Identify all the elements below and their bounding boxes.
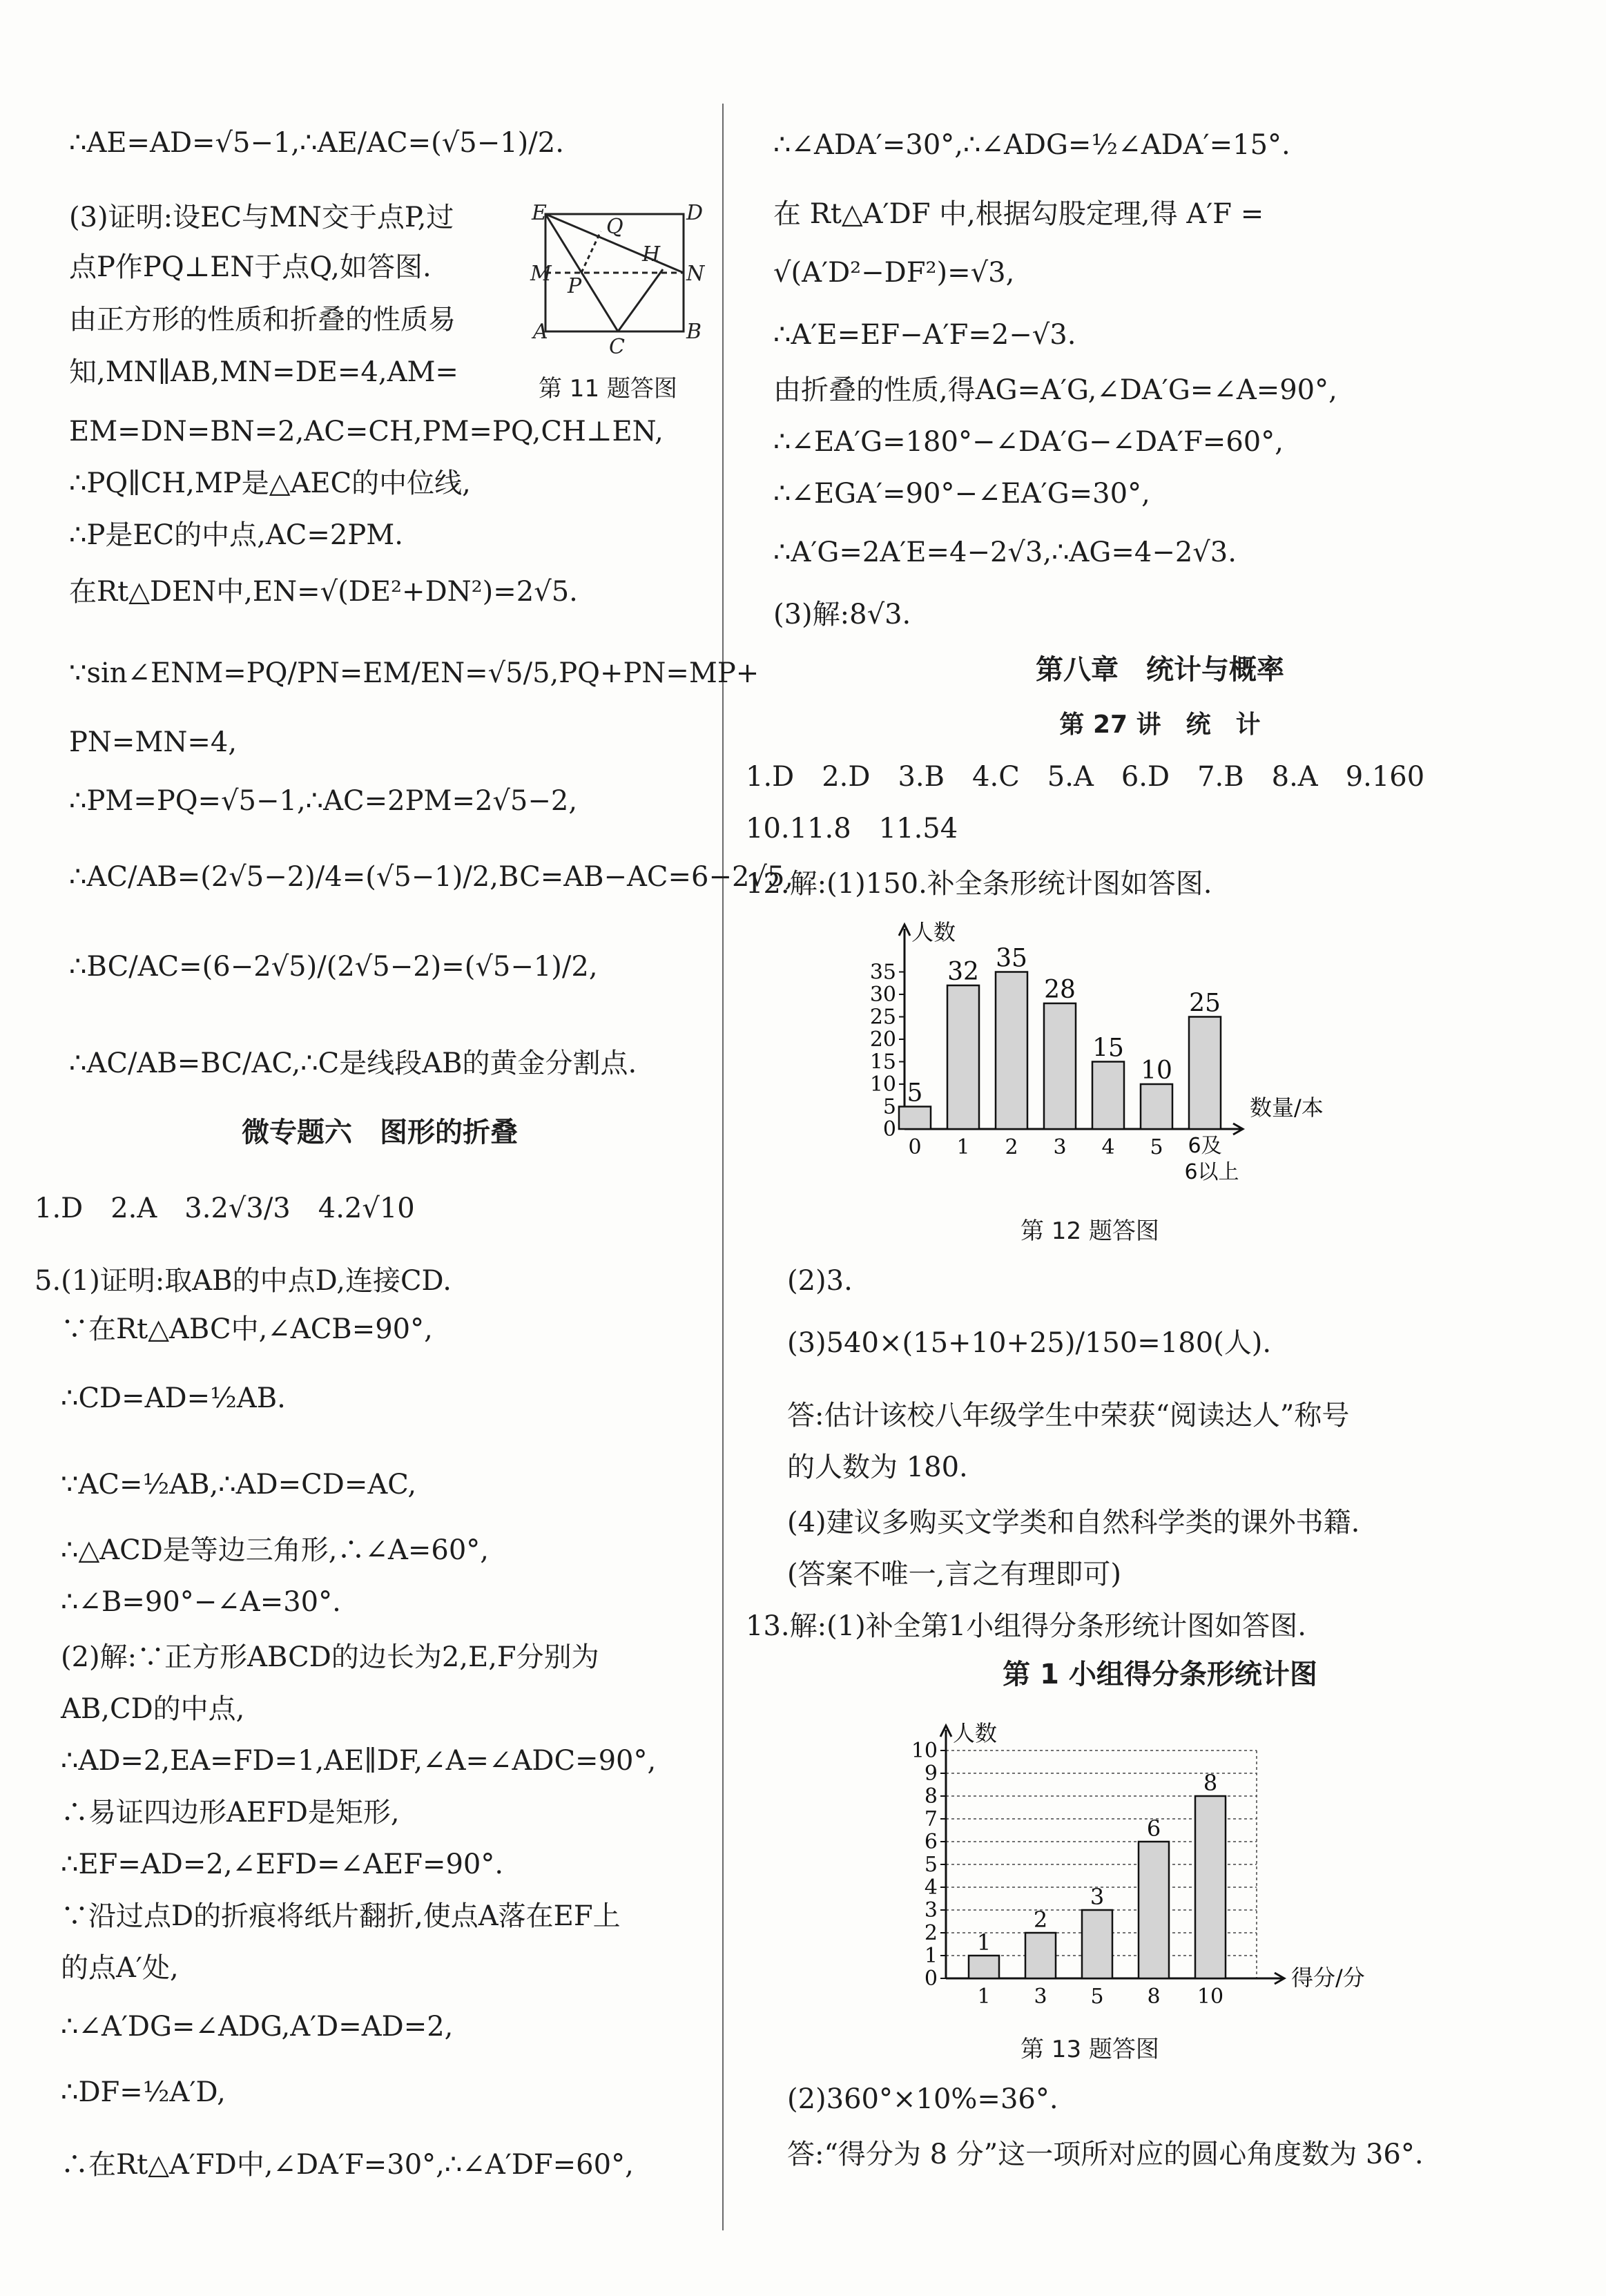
- q5-line7: (2)解:∵正方形ABCD的边长为2,E,F分别为: [61, 1641, 599, 1673]
- bar-0: [899, 1107, 931, 1130]
- answers-1-9: 1.D 2.D 3.B 4.C 5.A 6.D 7.B 8.A 9.160: [746, 761, 1425, 793]
- bar-2: [996, 972, 1027, 1130]
- x-tick-label-6-b: 6以上: [1184, 1160, 1239, 1184]
- bar-value-label-1: 32: [947, 958, 979, 986]
- proof-3-line4: 知,MN∥AB,MN=DE=4,AM=: [69, 356, 458, 388]
- x-tick-label-0: 1: [977, 1985, 991, 2009]
- fig11-label-c: C: [609, 335, 625, 359]
- proof-3-line11: ∴PM=PQ=√5−1,∴AC=2PM=2√5−2,: [69, 785, 578, 817]
- y-tick-label-5: 25: [869, 1005, 896, 1030]
- y-tick-label-0: 0: [924, 1967, 938, 1991]
- y-tick-label-2: 10: [869, 1072, 896, 1097]
- y-tick-label-6: 6: [924, 1830, 938, 1854]
- x-tick-label-0: 0: [908, 1135, 922, 1159]
- q5-line2: ∵在Rt△ABC中,∠ACB=90°,: [61, 1313, 433, 1345]
- bar-value-label-0: 1: [976, 1929, 991, 1956]
- q12-line2: (2)3.: [787, 1265, 853, 1297]
- column-divider: [722, 104, 724, 2230]
- bar-value-label-4: 15: [1092, 1034, 1124, 1063]
- y-tick-label-8: 8: [924, 1784, 938, 1808]
- r-line8: ∴A′G=2A′E=4−2√3,∴AG=4−2√3.: [773, 537, 1237, 568]
- bar-value-label-5: 10: [1141, 1057, 1172, 1085]
- q13-line3: 答:“得分为 8 分”这一项所对应的圆心角度数为 36°.: [787, 2139, 1424, 2170]
- bar-5: [1141, 1084, 1172, 1129]
- answers-10-11: 10.11.8 11.54: [746, 813, 958, 845]
- q12-line7: (答案不唯一,言之有理即可): [787, 1559, 1121, 1590]
- fig11-label-n: N: [686, 262, 705, 286]
- figure-11-diagram: [530, 200, 705, 359]
- proof-3-line2: 点P作PQ⊥EN于点Q,如答图.: [69, 251, 432, 283]
- q5-line12: ∵沿过点D的折痕将纸片翻折,使点A落在EF上: [61, 1900, 621, 1932]
- q5-line4: ∵AC=½AB,∴AD=CD=AC,: [61, 1469, 417, 1501]
- proof-3-line6: ∴PQ∥CH,MP是△AEC的中位线,: [69, 467, 471, 499]
- y-tick-label-5: 5: [924, 1853, 938, 1877]
- proof-3-line3: 由正方形的性质和折叠的性质易: [69, 304, 456, 336]
- bar-value-label-1: 2: [1033, 1907, 1048, 1933]
- r-line6: ∴∠EA′G=180°−∠DA′G−∠DA′F=60°,: [773, 426, 1284, 458]
- fig11-label-e: E: [532, 201, 547, 225]
- bar-value-label-2: 35: [996, 944, 1027, 973]
- x-tick-label-6-a: 6及: [1188, 1134, 1222, 1158]
- bar-6: [1189, 1017, 1221, 1130]
- q5-line10: ∴易证四边形AEFD是矩形,: [61, 1797, 400, 1829]
- x-tick-label-1: 3: [1034, 1985, 1047, 2009]
- fig11-label-a: A: [533, 320, 548, 344]
- bar-3: [1139, 1842, 1169, 1978]
- proof-3-line1: (3)证明:设EC与MN交于点P,过: [69, 202, 454, 233]
- bar-value-label-0: 5: [907, 1079, 923, 1108]
- proof-3-line5: EM=DN=BN=2,AC=CH,PM=PQ,CH⊥EN,: [69, 416, 664, 447]
- r-line2: 在 Rt△A′DF 中,根据勾股定理,得 A′F =: [773, 198, 1264, 230]
- y-axis-label: 人数: [911, 919, 956, 945]
- r-line5: 由折叠的性质,得AG=A′G,∠DA′G=∠A=90°,: [773, 374, 1337, 406]
- answers-1-4: 1.D 2.A 3.2√3/3 4.2√10: [35, 1193, 415, 1224]
- q5-line13: 的点A′处,: [61, 1952, 179, 1984]
- r-line1: ∴∠ADA′=30°,∴∠ADG=½∠ADA′=15°.: [773, 129, 1290, 161]
- y-tick-label-6: 30: [869, 983, 896, 1007]
- q5-line14: ∴∠A′DG=∠ADG,A′D=AD=2,: [61, 2011, 454, 2043]
- bar-1: [1025, 1933, 1056, 1978]
- q5-line8: AB,CD的中点,: [61, 1693, 245, 1725]
- proof-3-line9: ∵sin∠ENM=PQ/PN=EM/EN=√5/5,PQ+PN=MP+: [69, 657, 760, 689]
- bar-value-label-3: 6: [1146, 1815, 1161, 1842]
- y-tick-label-7: 7: [924, 1807, 938, 1831]
- y-tick-label-10: 10: [911, 1739, 938, 1763]
- bar-value-label-6: 25: [1189, 989, 1221, 1018]
- y-tick-label-2: 2: [924, 1921, 938, 1945]
- proof-3-line12: ∴AC/AB=(2√5−2)/4=(√5−1)/2,BC=AB−AC=6−2√5,: [69, 861, 794, 893]
- proof-3-line8: 在Rt△DEN中,EN=√(DE²+DN²)=2√5.: [69, 576, 578, 608]
- q13-line2: (2)360°×10%=36°.: [787, 2083, 1058, 2115]
- q12-line1: 12.解:(1)150.补全条形统计图如答图.: [746, 868, 1212, 900]
- proof-3-line13: ∴BC/AC=(6−2√5)/(2√5−2)=(√5−1)/2,: [69, 951, 598, 983]
- r-line9: (3)解:8√3.: [773, 599, 911, 630]
- x-tick-label-4: 10: [1197, 1985, 1224, 2009]
- r-line7: ∴∠EGA′=90°−∠EA′G=30°,: [773, 478, 1150, 510]
- y-tick-label-7: 35: [869, 960, 896, 985]
- figure-13-caption: 第 13 题答图: [1020, 2036, 1159, 2063]
- bar-1: [947, 985, 979, 1129]
- fig11-label-d: D: [686, 201, 704, 225]
- bar-value-label-2: 3: [1090, 1884, 1105, 1910]
- proof-3-line10: PN=MN=4,: [69, 726, 238, 758]
- fig11-label-q: Q: [606, 215, 623, 239]
- q12-line3: (3)540×(15+10+25)/150=180(人).: [787, 1327, 1272, 1359]
- x-tick-label-5: 5: [1150, 1135, 1163, 1159]
- q13-line1: 13.解:(1)补全第1小组得分条形统计图如答图.: [746, 1610, 1306, 1642]
- x-tick-label-2: 5: [1090, 1985, 1104, 2009]
- r-line4: ∴A′E=EF−A′F=2−√3.: [773, 319, 1076, 351]
- q5-line11: ∴EF=AD=2,∠EFD=∠AEF=90°.: [61, 1849, 504, 1880]
- q5-line3: ∴CD=AD=½AB.: [61, 1382, 286, 1414]
- chart-13: [870, 1702, 1365, 2020]
- y-axis-label: 人数: [953, 1720, 998, 1746]
- q5-line6: ∴∠B=90°−∠A=30°.: [61, 1586, 341, 1618]
- x-tick-label-1: 1: [956, 1135, 970, 1159]
- y-tick-label-4: 4: [924, 1875, 938, 1900]
- x-axis-label: 数量/本: [1250, 1094, 1324, 1121]
- line-ae-ad: ∴AE=AD=√5−1,∴AE/AC=(√5−1)/2.: [69, 127, 564, 159]
- fig11-label-p: P: [568, 274, 582, 298]
- figure-11-caption: 第 11 题答图: [539, 375, 677, 403]
- section-heading-folding: 微专题六 图形的折叠: [242, 1117, 518, 1148]
- proof-3-line7: ∴P是EC的中点,AC=2PM.: [69, 519, 403, 551]
- bar-4: [1195, 1796, 1226, 1978]
- figure-12-caption: 第 12 题答图: [1020, 1217, 1159, 1245]
- y-tick-label-9: 9: [924, 1762, 938, 1786]
- x-tick-label-4: 4: [1101, 1135, 1115, 1159]
- x-axis-label: 得分/分: [1291, 1965, 1365, 1991]
- r-line3: √(A′D²−DF²)=√3,: [773, 257, 1015, 289]
- chart-13-title: 第 1 小组得分条形统计图: [1003, 1659, 1317, 1690]
- x-tick-label-3: 8: [1147, 1985, 1161, 2009]
- y-tick-label-3: 15: [869, 1050, 896, 1074]
- bar-2: [1082, 1910, 1112, 1978]
- bar-4: [1092, 1062, 1124, 1130]
- y-tick-label-4: 20: [869, 1028, 896, 1052]
- q5-line5: ∴△ACD是等边三角形,∴∠A=60°,: [61, 1534, 490, 1566]
- x-tick-label-2: 2: [1005, 1135, 1018, 1159]
- fig11-label-h: H: [642, 242, 661, 267]
- proof-3-line14: ∴AC/AB=BC/AC,∴C是线段AB的黄金分割点.: [69, 1048, 637, 1079]
- chart-12: [856, 911, 1395, 1202]
- y-tick-label-1: 1: [924, 1944, 938, 1968]
- y-tick-label-0: 0: [882, 1117, 896, 1141]
- q5-line16: ∴在Rt△A′FD中,∠DA′F=30°,∴∠A′DF=60°,: [61, 2149, 634, 2181]
- fig11-label-b: B: [686, 320, 702, 344]
- q12-line4: 答:估计该校八年级学生中荣获“阅读达人”称号: [787, 1400, 1350, 1431]
- q12-line6: (4)建议多购买文学类和自然科学类的课外书籍.: [787, 1507, 1360, 1538]
- bar-3: [1044, 1003, 1076, 1129]
- y-tick-label-3: 3: [924, 1898, 938, 1922]
- q5-line9: ∴AD=2,EA=FD=1,AE∥DF,∠A=∠ADC=90°,: [61, 1745, 657, 1777]
- chapter-title: 第八章 统计与概率: [1036, 654, 1284, 686]
- q12-line5: 的人数为 180.: [787, 1451, 968, 1483]
- fig11-label-m: M: [530, 262, 552, 286]
- bar-value-label-3: 28: [1044, 976, 1076, 1004]
- q5-line1: 5.(1)证明:取AB的中点D,连接CD.: [35, 1265, 452, 1297]
- x-tick-label-3: 3: [1053, 1135, 1067, 1159]
- bar-0: [969, 1956, 999, 1978]
- q5-line15: ∴DF=½A′D,: [61, 2076, 226, 2108]
- bar-value-label-4: 8: [1203, 1770, 1218, 1796]
- lesson-title: 第 27 讲 统 计: [1059, 711, 1261, 739]
- y-tick-label-1: 5: [882, 1094, 896, 1119]
